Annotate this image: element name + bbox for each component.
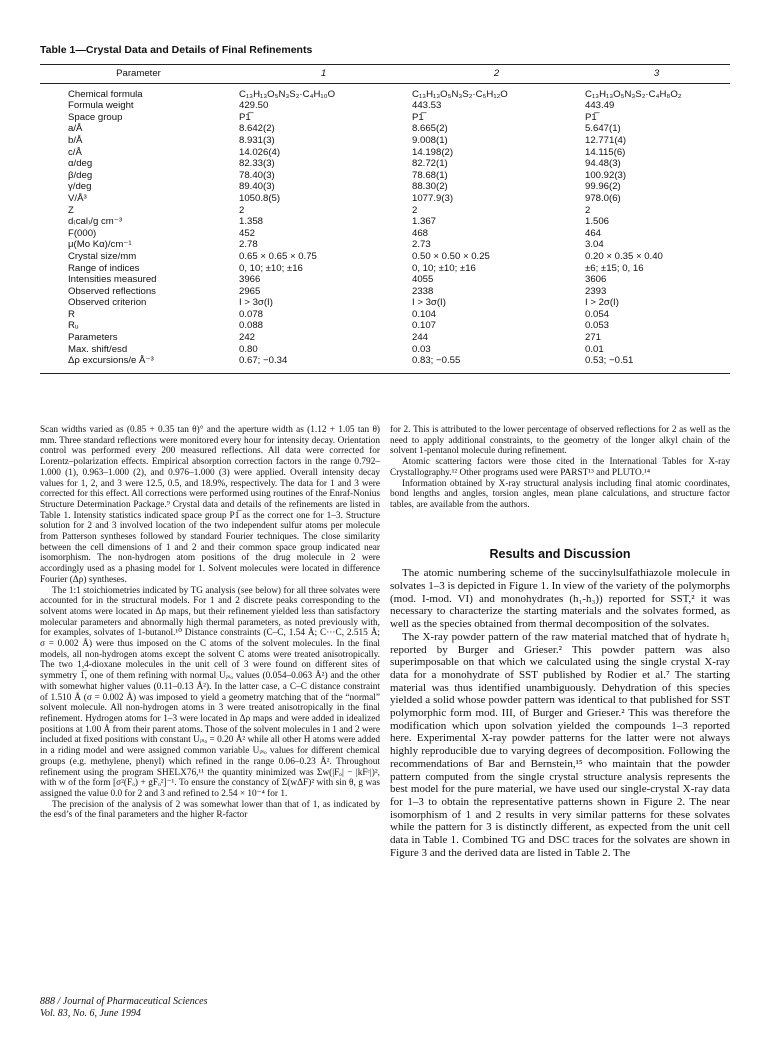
left-text-column	[40, 425, 380, 821]
table-row	[40, 158, 730, 170]
value-cell-compound-3: 12.771(4)	[585, 134, 627, 146]
value-cell-compound-2: 1.367	[412, 216, 437, 228]
table-row	[40, 100, 730, 112]
value-cell-compound-1: 429.50	[239, 100, 269, 112]
parameter-name-cell: Crystal size/mm	[68, 250, 137, 262]
parameter-name-cell: Rᵤ	[68, 320, 79, 332]
value-cell-compound-1: 0.078	[239, 308, 264, 320]
value-cell-compound-2: 0, 10; ±10; ±16	[412, 262, 476, 274]
table-row	[40, 251, 730, 263]
value-cell-compound-3: 0.053	[585, 320, 610, 332]
value-cell-compound-1: 0.088	[239, 320, 264, 332]
table-row	[40, 344, 730, 356]
value-cell-compound-3: 5.647(1)	[585, 123, 621, 135]
parameter-name-cell: Parameters	[68, 332, 118, 344]
results-paragraph-1: The atomic numbering scheme of the succinylsulfathiazole molecule in solvates 1–3 is depicted in Figure 1. In view of the variety of the polymorphs (mod. I-mod. VI) and monohydrates (h₁-h₃)) reported for SST,² it was necessary to characterize the starting materials and the solvates formed, as well as the species obtained from thermal decomposition of the solvates.	[390, 567, 730, 631]
value-cell-compound-3: 464	[585, 227, 602, 239]
table-row	[40, 263, 730, 275]
value-cell-compound-2: 0.03	[412, 343, 431, 355]
value-cell-compound-2: 88.30(2)	[412, 181, 448, 193]
table-row	[40, 112, 730, 124]
value-cell-compound-1: 3966	[239, 274, 261, 286]
value-cell-compound-2: C₁₃H₁₃O₅N₃S₂·C₅H₁₂O	[412, 88, 508, 100]
page-footer	[40, 996, 207, 1020]
value-cell-compound-1: 8.931(3)	[239, 134, 275, 146]
value-cell-compound-1: 1.358	[239, 216, 264, 228]
value-cell-compound-3: P1̅	[585, 111, 597, 123]
right-paragraph-2: Atomic scattering factors were those cited in the International Tables for X-ray Crystallography.¹² Other programs used were PARST¹³ and PLUTO.¹⁴	[390, 457, 730, 478]
parameter-name-cell: F(000)	[68, 227, 97, 239]
value-cell-compound-1: 2965	[239, 285, 261, 297]
table-row	[40, 83, 730, 100]
parameter-name-cell: Space group	[68, 111, 123, 123]
value-cell-compound-1: 78.40(3)	[239, 169, 275, 181]
table-row	[40, 193, 730, 205]
parameter-name-cell: b/Å	[68, 134, 83, 146]
value-cell-compound-2: 443.53	[412, 100, 442, 112]
value-cell-compound-1: 1050.8(5)	[239, 192, 281, 204]
table-row	[40, 239, 730, 251]
parameter-name-cell: α/deg	[68, 158, 93, 170]
value-cell-compound-1: 242	[239, 332, 256, 344]
value-cell-compound-3: 14.115(6)	[585, 146, 626, 158]
table-header-row	[40, 65, 730, 84]
value-cell-compound-3: 271	[585, 332, 602, 344]
value-cell-compound-2: 78.68(1)	[412, 169, 448, 181]
table-row	[40, 135, 730, 147]
value-cell-compound-1: 82.33(3)	[239, 158, 275, 170]
parameter-name-cell: μ(Mo Kα)/cm⁻¹	[68, 239, 132, 251]
value-cell-compound-3: 0.53; −0.51	[583, 355, 730, 373]
value-cell-compound-3: 99.96(2)	[585, 181, 621, 193]
value-cell-compound-2: 9.008(1)	[412, 134, 448, 146]
parameter-name-cell: Chemical formula	[68, 88, 143, 100]
value-cell-compound-1: 0.67; −0.34	[237, 355, 410, 373]
value-cell-compound-3: 2	[585, 204, 591, 216]
parameter-name-cell: Observed reflections	[68, 285, 156, 297]
value-cell-compound-2: 0.107	[412, 320, 437, 332]
value-cell-compound-3: 0.054	[585, 308, 610, 320]
parameter-name-cell: Max. shift/esd	[68, 343, 128, 355]
table-row	[40, 332, 730, 344]
table-title: Table 1—Crystal Data and Details of Final Refinements	[40, 44, 313, 56]
table-row	[40, 216, 730, 228]
value-cell-compound-1: I > 3σ(I)	[239, 297, 273, 309]
table-row	[40, 123, 730, 135]
value-cell-compound-2: 2338	[412, 285, 434, 297]
value-cell-compound-2: 2.73	[412, 239, 431, 251]
parameter-name-cell: R	[68, 308, 75, 320]
value-cell-compound-3: 2393	[585, 285, 607, 297]
value-cell-compound-3: 3.04	[585, 239, 604, 251]
table-row	[40, 286, 730, 298]
header-parameter: Parameter	[40, 65, 237, 84]
right-text-column	[390, 425, 730, 860]
value-cell-compound-1: 2	[239, 204, 245, 216]
header-compound-2: 2	[410, 65, 583, 84]
value-cell-compound-2: 14.198(2)	[412, 146, 454, 158]
value-cell-compound-2: 468	[412, 227, 429, 239]
table-row	[40, 320, 730, 332]
value-cell-compound-2: 4055	[412, 274, 434, 286]
value-cell-compound-1: 2.78	[239, 239, 258, 251]
results-paragraph-2: The X-ray powder pattern of the raw material matched that of hydrate h₁ reported by Burger and Grieser.² This powder pattern was also superimposable on that which we calculated using the single crystal X-ray data for a monohydrate of SST published by Rodier et al.⁷ The starting material was thus identified unambiguously. Dehydration of this species yielded a solid whose powder pattern was identical to that published for SST polymorphic form mod. III, of Burger and Grieser.² This was therefore the modification which upon solvation yielded the compounds 1–3 reported here. Experimental X-ray powder patterns for the latter were not always highly reproducible due to varying degrees of decomposition. Following the recommendations of Bar and Bernstein,¹⁵ who maintain that the powder pattern computed from the single crystal structure analysis represents the best model for the pure material, we have used our single-crystal X-ray data for 1–3 to obtain the representative patterns shown in Figure 2. The near isomorphism of 1 and 2 results in very similar patterns for these solvates while the pattern for 3 is distinctly different, as expected from the unit cell data in Table 1. Combined TG and DSC traces for the solvates are shown in Figure 3 and the derived data are listed in Table 2. The	[390, 630, 730, 859]
parameter-name-cell: Intensities measured	[68, 274, 157, 286]
table-row	[40, 297, 730, 309]
value-cell-compound-3: 978.0(6)	[585, 192, 621, 204]
value-cell-compound-3: 100.92(3)	[585, 169, 627, 181]
value-cell-compound-1: 0.80	[239, 343, 258, 355]
parameter-name-cell: V/Å³	[68, 192, 87, 204]
table-row	[40, 355, 730, 373]
left-paragraph-2: The 1:1 stoichiometries indicated by TG analysis (see below) for all three solvates were accounted for in the structural models. For 1 and 2 discrete peaks corresponding to the solvent atoms were located in Δρ maps, but their refinement yielded less than satisfactory molecular parameters and abnormally high thermal parameters, as noted previously with, for examples, solvates of 1-butanol.¹⁰ Distance constraints (C–C, 1.54 Å; C···C, 2.515 Å; σ = 0.002 Å) were thus imposed on the C atoms of the solvent molecules. In the final models, all non-hydrogen atoms except the solvent C atoms were treated anisotropically. The two 1,4-dioxane molecules in the unit cell of 3 were found on different sites of symmetry 1̅, one of them refining with normal Uᵢₛₒ values (0.054–0.063 Å²) and the other with somewhat higher values (0.11–0.13 Å²). In the latter case, a C–C distance constraint of 1.510 Å (σ = 0.002 Å) was imposed to yield a geometry matching that of the “normal” solvent molecule. All non-hydrogen atoms in 3 were treated anisotropically in the final refinement. Hydrogen atoms for 1–3 were located in Δρ maps and were added in idealized positions at 1.00 Å from their parent atoms. Those of the solvent molecules in 1 and 2 were included at fixed positions with constant Uᵢₛₒ = 0.20 Å² while all other H atoms were added in a riding model and were assigned common variable Uᵢₛₒ values for different chemical groups (e.g. methylene, phenyl) which refined in the range 0.06–0.23 Å². Throughout refinement using the program SHELX76,¹¹ the quantity minimized was Σw(|Fₒ| − |kFᶜ|)², with w of the form [σ²(Fₒ) + gFₒ²]⁻¹. To ensure the constancy of Σ(wΔF)² with sin θ, g was assigned the value 0.0 for 2 and 3 and refined to 2.54 × 10⁻⁴ for 1.	[40, 585, 380, 799]
value-cell-compound-2: 2	[412, 204, 418, 216]
left-paragraph-1: Scan widths varied as (0.85 + 0.35 tan θ)° and the aperture width as (1.12 + 1.05 tan θ) mm. Three standard reflections were monitored every hour for intensity decay. Orientation control was performed every 200 measured reflections. All data were corrected for Lorentz–polarization effects. Empirical absorption correction factors in the range 0.792–1.000 (1), 0.963–1.000 (2), and 0.976–1.000 (3) were applied. Overall intensity decay values for 1, 2, and 3 were 12.5, 0.5, and 18.9%, respectively. The data for 1 and 3 were corrected for this effect. All corrections were performed using routines of the Enraf-Nonius Structure Determination Package.⁹ Crystal data and details of the refinements are listed in Table 1. Intensity statistics indicated space group P1̅ as the correct one for 1–3. Structure solution for 2 and 3 involved location of the two independent sulfur atoms per molecule from Patterson syntheses followed by standard Fourier techniques. The close similarity between the cell dimensions of 1 and 2 and their common space group indicated near isomorphism. The non-hydrogen atom positions of the drug molecule in 2 were accordingly used as a phasing model for 1. Solvent molecules were located in difference Fourier (Δρ) syntheses.	[40, 425, 380, 585]
value-cell-compound-3: I > 2σ(I)	[585, 297, 619, 309]
header-compound-3: 3	[583, 65, 730, 84]
section-heading-results: Results and Discussion	[489, 546, 631, 561]
parameter-name-cell: d₍cal₎/g cm⁻³	[68, 216, 123, 228]
parameter-name-cell: Range of indices	[68, 262, 140, 274]
value-cell-compound-3: 94.48(3)	[585, 158, 621, 170]
table-row	[40, 309, 730, 321]
parameter-name-cell: c/Å	[68, 146, 82, 158]
right-paragraph-1: for 2. This is attributed to the lower percentage of observed reflections for 2 as well as the need to apply additional constraints, to the geometry of the longer alkyl chain of the solvent 1-pentanol molecule during refinement.	[390, 425, 730, 457]
value-cell-compound-3: 3606	[585, 274, 607, 286]
parameter-name-cell: Observed criterion	[68, 297, 147, 309]
table-row	[40, 181, 730, 193]
value-cell-compound-3: 443.49	[585, 100, 615, 112]
parameter-name-cell: Δρ excursions/e Å⁻³	[40, 355, 237, 373]
value-cell-compound-2: 0.104	[412, 308, 437, 320]
left-paragraph-3: The precision of the analysis of 2 was somewhat lower than that of 1, as indicated by the esd’s of the final parameters and the higher R-factor	[40, 799, 380, 821]
table-body	[40, 83, 730, 373]
value-cell-compound-2: P1̅	[412, 111, 424, 123]
value-cell-compound-3: C₁₃H₁₃O₅N₃S₂·C₄H₈O₂	[585, 88, 682, 100]
crystal-data-table	[40, 64, 730, 374]
value-cell-compound-1: 8.642(2)	[239, 123, 275, 135]
header-compound-1: 1	[237, 65, 410, 84]
value-cell-compound-3: 0.01	[585, 343, 604, 355]
value-cell-compound-3: ±6; ±15; 0, 16	[585, 262, 644, 274]
value-cell-compound-3: 0.20 × 0.35 × 0.40	[585, 250, 663, 262]
value-cell-compound-2: 244	[412, 332, 429, 344]
parameter-name-cell: β/deg	[68, 169, 93, 181]
value-cell-compound-2: I > 3σ(I)	[412, 297, 446, 309]
table-row	[40, 170, 730, 182]
table-row	[40, 205, 730, 217]
value-cell-compound-2: 82.72(1)	[412, 158, 448, 170]
value-cell-compound-2: 1077.9(3)	[412, 192, 454, 204]
value-cell-compound-1: 452	[239, 227, 256, 239]
table-row	[40, 228, 730, 240]
table-row	[40, 147, 730, 159]
value-cell-compound-1: 0, 10; ±10; ±16	[239, 262, 303, 274]
value-cell-compound-1: 0.65 × 0.65 × 0.75	[239, 250, 317, 262]
parameter-name-cell: a/Å	[68, 123, 83, 135]
parameter-name-cell: Z	[68, 204, 74, 216]
parameter-name-cell: Formula weight	[68, 100, 134, 112]
value-cell-compound-1: 14.026(4)	[239, 146, 281, 158]
value-cell-compound-2: 0.50 × 0.50 × 0.25	[412, 250, 490, 262]
value-cell-compound-1: C₁₃H₁₃O₅N₃S₂·C₄H₁₀O	[239, 88, 336, 100]
footer-journal: 888 / Journal of Pharmaceutical Sciences	[40, 996, 208, 1007]
parameter-name-cell: γ/deg	[68, 181, 92, 193]
value-cell-compound-3: 1.506	[585, 216, 610, 228]
footer-volume: Vol. 83, No. 6, June 1994	[40, 1008, 141, 1019]
value-cell-compound-1: P1̅	[239, 111, 251, 123]
value-cell-compound-2: 8.665(2)	[412, 123, 448, 135]
value-cell-compound-1: 89.40(3)	[239, 181, 275, 193]
value-cell-compound-2: 0.83; −0.55	[410, 355, 583, 373]
table-row	[40, 274, 730, 286]
right-paragraph-3: Information obtained by X-ray structural analysis including final atomic coordinates, bond lengths and angles, torsion angles, mean plane calculations, and structure factor tables, are available from the authors.	[390, 478, 730, 510]
